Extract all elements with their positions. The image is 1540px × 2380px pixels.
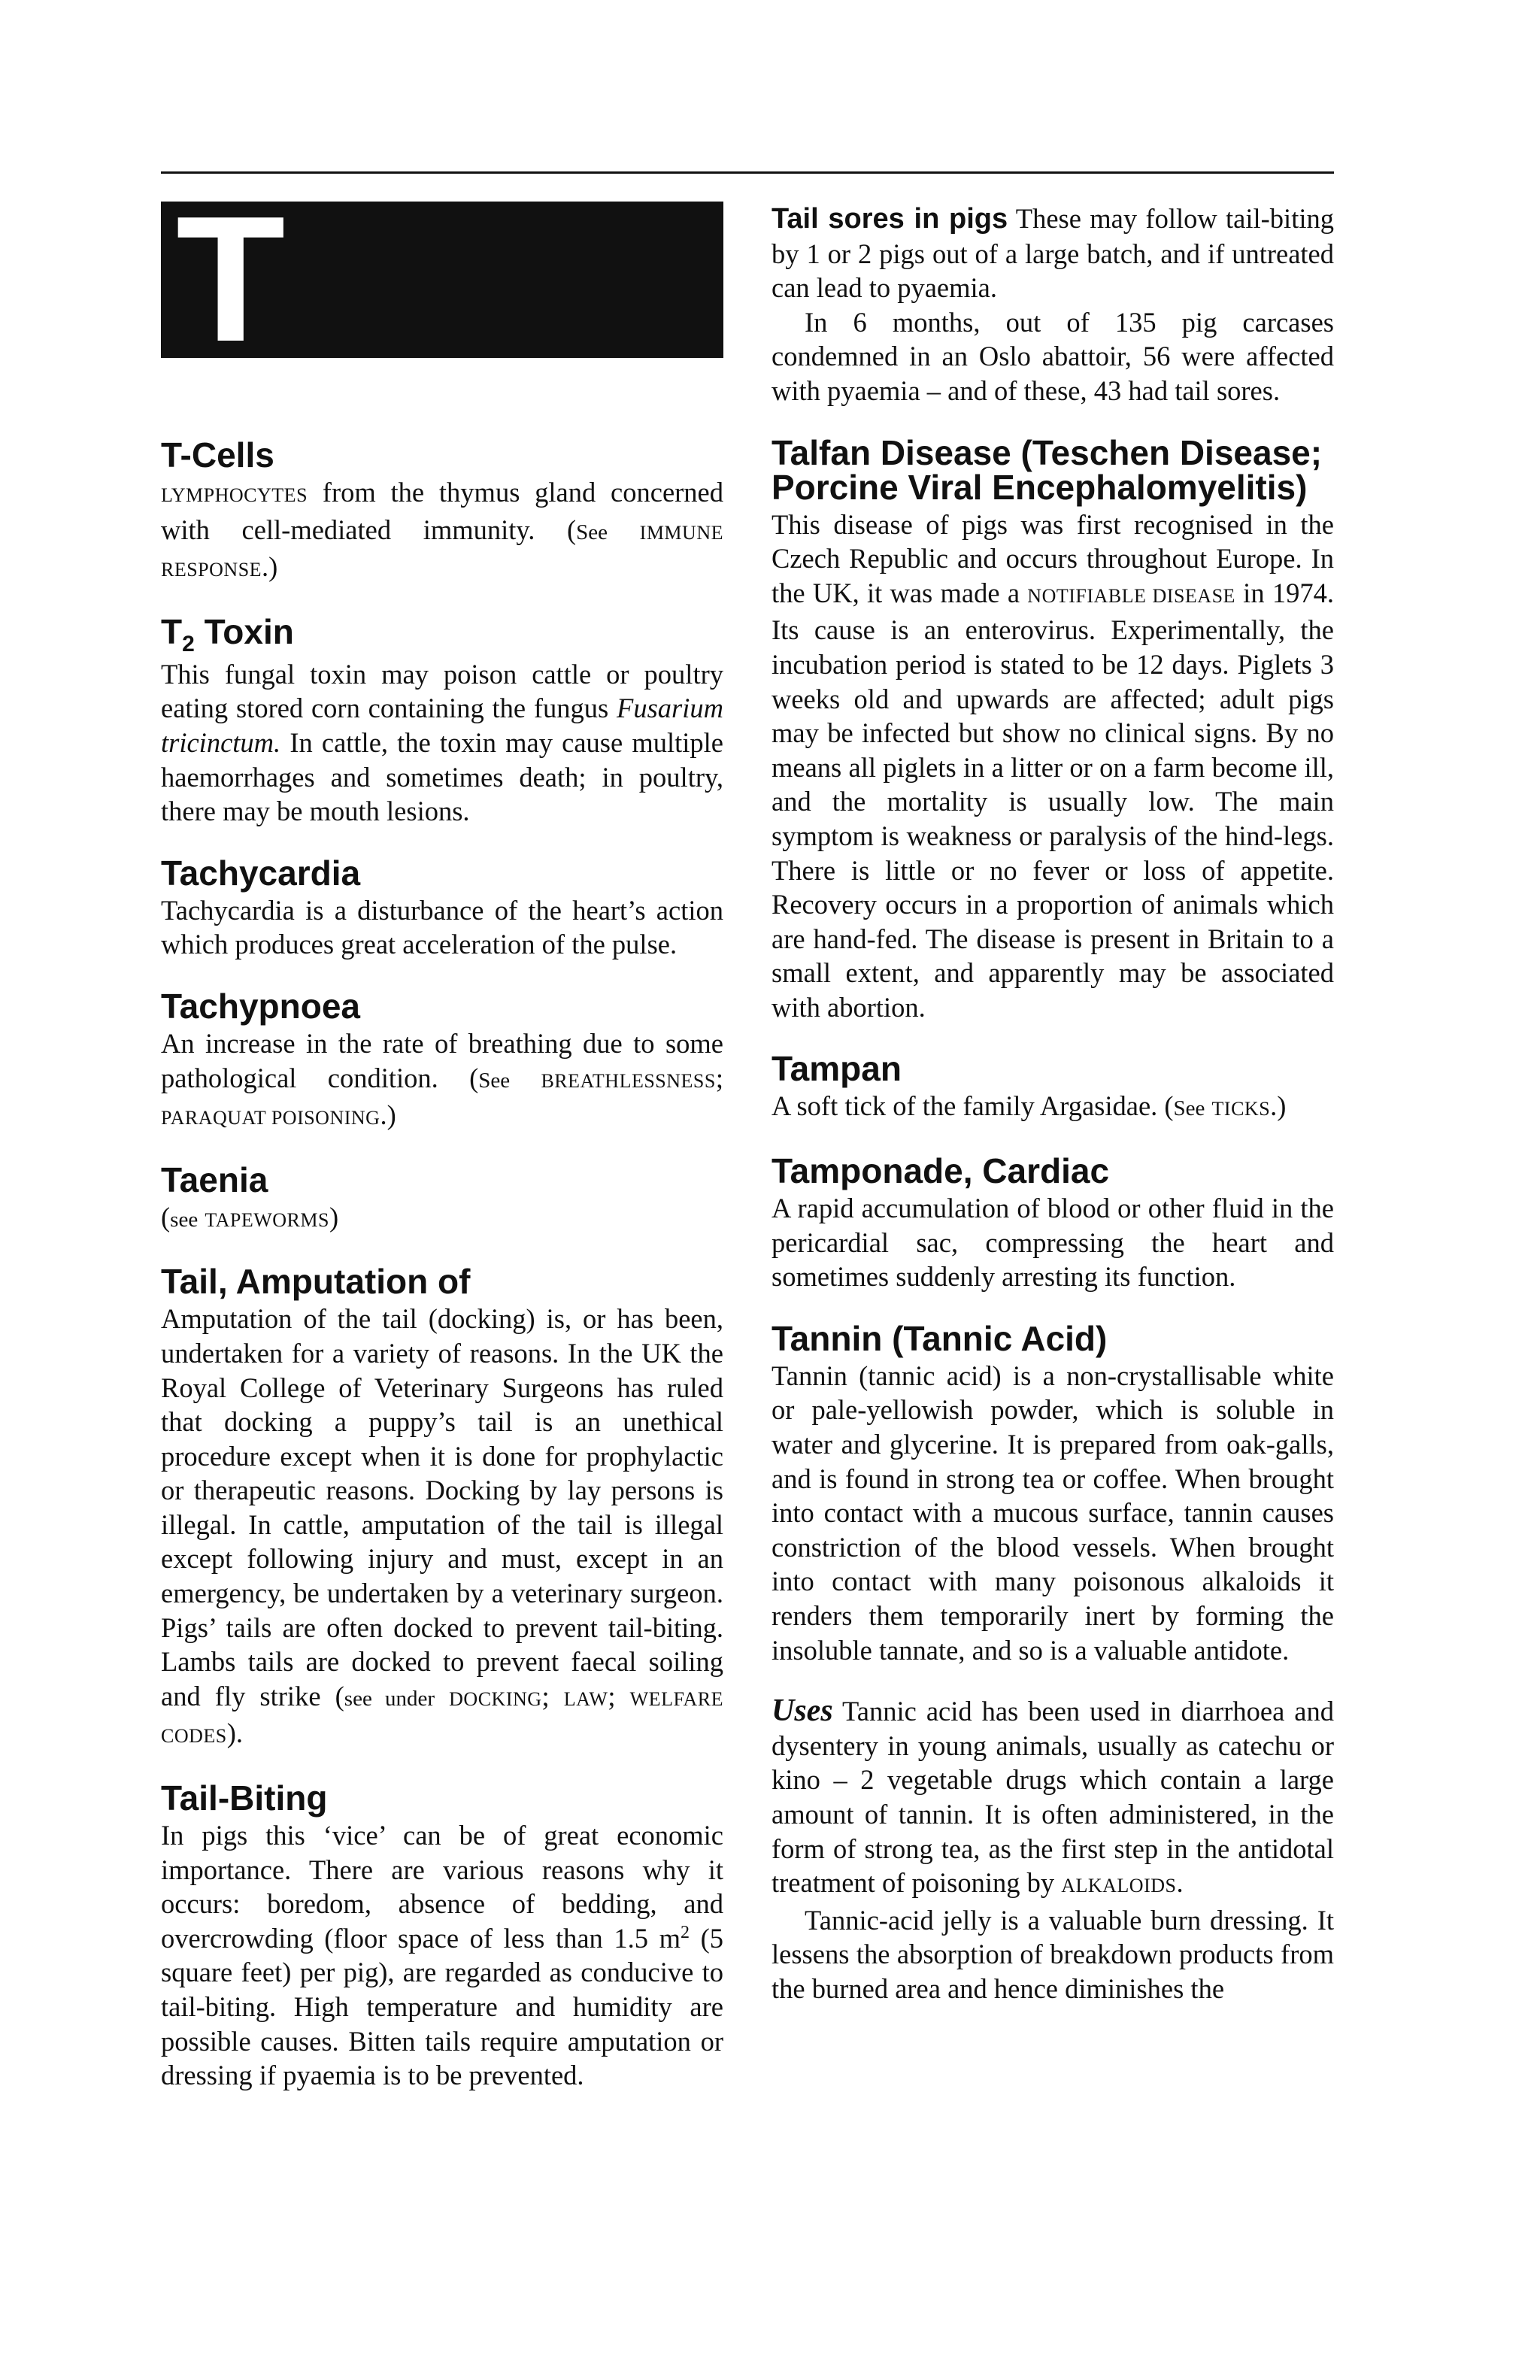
headword: Tachycardia <box>161 853 361 893</box>
right-column <box>772 202 1334 2033</box>
entry-tail-amputation <box>161 1264 723 1754</box>
entry-body: A rapid accumulation of blood or other fluid in the pericardial sac, compressing the heart and sometimes suddenly arresting its function. <box>772 1193 1334 1293</box>
headword: Tail, Amputation of <box>161 1262 471 1302</box>
cross-reference: IMMUNE RESPONSE <box>161 521 723 581</box>
entry-body: An increase in the rate of breathing due to some pathological condition. (See BREATHLESSNESS; PARAQUAT POISONING.) <box>161 1027 723 1131</box>
headword: Tachypnoea <box>161 986 360 1026</box>
entry-tamponade-cardiac <box>772 1151 1334 1294</box>
entry-tachycardia <box>161 853 723 962</box>
cross-reference: NOTIFIABLE DISEASE <box>1027 584 1235 607</box>
entry-talfan-disease <box>772 432 1334 1025</box>
headword: Tannin (Tannic Acid) <box>772 1318 1108 1358</box>
headword: Taenia <box>161 1160 268 1199</box>
entry-body: This disease of pigs was first recognised in the Czech Republic and occurs throughout Europe. In the UK, it was made a NOTIFIABLE DISEASE in 1974. Its cause is an enterovirus. Experimentally, the incubation period is stated to be 12 days. Piglets 3 weeks old and upwards are affected; adult pigs may be infected but show no clinical signs. By no means all piglets in a litter or on a farm become ill, and the mortality is usually low. The main symptom is weakness or paralysis of the hind-legs. There is little or no fever or loss of appetite. Recovery occurs in a proportion of animals which are hand-fed. The disease is present in Britain to a small extent, and apparently may be associated with abortion. <box>772 508 1334 1023</box>
left-column <box>161 180 723 2120</box>
headword: T-Cells <box>161 435 274 474</box>
entry-taenia <box>161 1160 723 1238</box>
entry-tampan <box>772 1051 1334 1126</box>
entry-tachypnoea <box>161 986 723 1135</box>
entry-tail-biting <box>161 1778 723 2093</box>
entry-body: Amputation of the tail (docking) is, or has been, undertaken for a variety of reasons. In the UK the Royal College of Veterinary Surgeons has ruled that docking a puppy’s tail is an unethical procedure except when it is done for prophylactic or therapeutic reasons. Docking by lay persons is illegal. In cattle, amputation of the tail is illegal except following injury and must, except in an emergency, be undertaken by a veterinary surgeon. Pigs’ tails are often docked to prevent tail-biting. Lambs tails are docked to prevent faecal soiling and fly strike (see under DOCKING; LAW; WELFARE CODES). <box>161 1303 723 1749</box>
headword: Tampan <box>772 1049 902 1089</box>
cross-reference: LAW <box>563 1687 608 1710</box>
entry-body: Tail sores in pigs These may follow tail-biting by 1 or 2 pigs out of a large batch, and if untreated can lead to pyaemia. <box>772 203 1334 304</box>
headword: Tail-Biting <box>161 1778 328 1818</box>
entry-body: Tannic-acid jelly is a valuable burn dressing. It lessens the absorption of breakdown products from the burned area and hence diminishes the <box>772 1904 1334 2004</box>
cross-reference: BREATHLESSNESS <box>541 1069 716 1092</box>
entry-body: LYMPHOCYTES from the thymus gland concerned with cell-mediated immunity. (See IMMUNE RESPONSE.) <box>161 477 723 583</box>
headword: Talfan Disease (Teschen Disease; Porcine Viral Encephalomyelitis) <box>772 432 1323 507</box>
entry-t2-toxin <box>161 611 723 829</box>
headword: Tail sores in pigs <box>772 203 1008 235</box>
cross-reference: WELFARE CODES <box>161 1687 723 1748</box>
top-rule <box>161 171 1334 174</box>
cross-reference: LYMPHOCYTES <box>161 484 308 506</box>
cross-reference: ALKALOIDS <box>1061 1875 1177 1897</box>
entry-tannin <box>772 1318 1334 2006</box>
entry-body: (see TAPEWORMS) <box>161 1201 339 1232</box>
entry-body: In pigs this ‘vice’ can be of great economic importance. There are various reasons why it occurs: boredom, absence of bedding, and overcrowding (floor space of less than 1.5 $m^2$ (5 square feet) per pig), are regarded as conducive to tail-biting. High temperature and humidity are possible causes. Bitten tails require amputation or dressing if pyaemia is to be prevented. <box>161 1820 723 2091</box>
entry-body: Tachycardia is a disturbance of the heart’s action which produces great acceleration of the pulse. <box>161 894 723 960</box>
entry-body: In 6 months, out of 135 pig carcases condemned in an Oslo abattoir, 56 were affected with pyaemia – and of these, 43 had tail sores. <box>772 306 1334 406</box>
section-letter: T <box>176 180 286 379</box>
entry-body: A soft tick of the family Argasidae. (See TICKS.) <box>772 1090 1287 1122</box>
cross-reference: TAPEWORMS <box>205 1208 329 1231</box>
cross-reference: DOCKING <box>449 1687 542 1710</box>
cross-reference: TICKS <box>1211 1098 1271 1120</box>
entry-t-cells <box>161 435 723 587</box>
uses-label: Uses <box>772 1693 833 1729</box>
headword: $T_2$ Toxin <box>161 611 294 656</box>
cross-reference: PARAQUAT POISONING <box>161 1107 380 1129</box>
entry-tail-sores <box>772 202 1334 408</box>
species-name: Fusarium tricinctum. <box>161 693 723 758</box>
entry-body: Tannin (tannic acid) is a non-crystallisable white or pale-yellowish powder, which is soluble in water and glycerine. It is prepared from oak-galls, and is found in strong tea or coffee. When brought into contact with a mucous surface, tannin causes constriction of the blood vessels. When brought into contact with many poisonous alkaloids it renders them temporarily inert by forming the insoluble tannate, and so is a valuable antidote. <box>772 1360 1334 1666</box>
section-letter-block <box>161 180 723 379</box>
entry-body: Uses Tannic acid has been used in diarrhoea and dysentery in young animals, usually as catechu or kino – 2 vegetable drugs which contain a large amount of tannin. It is often administered, in the form of strong tea, as the first step in the antidotal treatment of poisoning by ALKALOIDS. <box>772 1693 1334 1899</box>
entry-body: This fungal toxin may poison cattle or poultry eating stored corn containing the fungus Fusarium tricinctum. In cattle, the toxin may cause multiple haemorrhages and sometimes death; in poultry, there may be mouth lesions. <box>161 658 723 827</box>
headword: Tamponade, Cardiac <box>772 1151 1110 1191</box>
